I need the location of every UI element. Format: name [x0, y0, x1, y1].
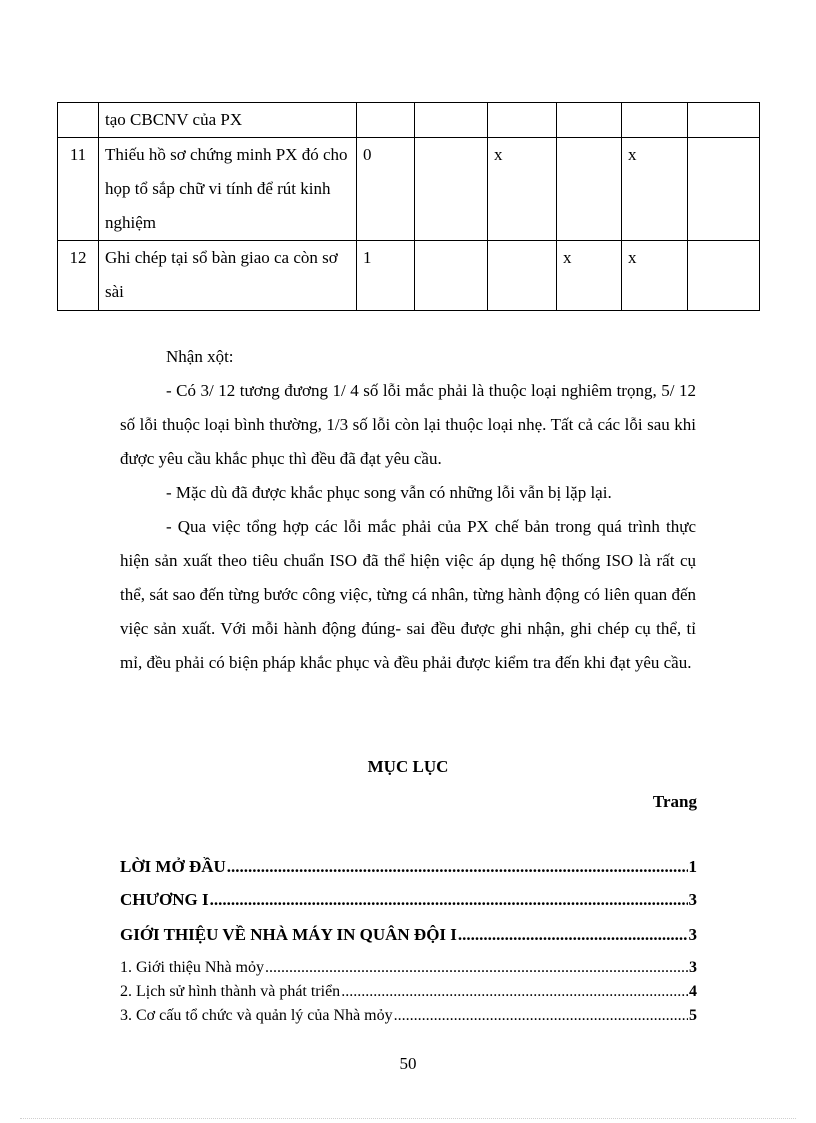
table-cell: x — [488, 138, 557, 241]
remark-paragraph: - Qua việc tổng hợp các lỗi mắc phải của PX chế bản trong quá trình thực hiện sản xuất theo tiêu chuẩn ISO đã thể hiện việc áp dụng hệ thống ISO là rất cụ thể, sát sao đến từng bước công việc, từng cá nhân, từng hành động có liên quan đến việc sản xuất. Với mỗi hành động đúng- sai đều được ghi nhận, ghi chép cụ thể, tỉ mỉ, đều phải có biện pháp khắc phục và đều phải được kiểm tra đến khi đạt yêu cầu. — [120, 517, 696, 672]
row-number — [58, 103, 99, 138]
toc-title: MỤC LỤC — [367, 757, 449, 776]
toc-leader — [394, 1007, 688, 1025]
table-cell: 1 — [357, 241, 415, 311]
toc-page-header: Trang — [652, 792, 697, 811]
remark-paragraph: - Mặc dù đã được khắc phục song vẫn có những lỗi vẫn bị lặp lại. — [166, 483, 612, 502]
toc-entry-label: GIỚI THIỆU VỀ NHÀ MÁY IN QUÂN ĐỘI I — [120, 925, 457, 944]
remarks-heading: Nhận xột: — [166, 347, 234, 366]
toc-entry[interactable] — [120, 983, 697, 1001]
toc-entry-page: 1 — [688, 857, 697, 876]
toc-entry-page: 3 — [688, 925, 697, 944]
page-number: 50 — [399, 1054, 417, 1073]
row-number: 12 — [58, 241, 99, 311]
toc-entry-label: CHƯƠNG I — [120, 890, 209, 909]
table-cell: 0 — [357, 138, 415, 241]
table-cell — [688, 103, 760, 138]
toc-leader — [458, 925, 688, 945]
table-row — [58, 241, 760, 311]
table-cell — [415, 138, 488, 241]
table-cell — [557, 103, 622, 138]
table-cell — [488, 103, 557, 138]
error-description: tạo CBCNV của PX — [99, 103, 357, 138]
toc-leader — [210, 890, 688, 910]
toc-entry[interactable] — [120, 890, 697, 910]
remark-paragraph: - Có 3/ 12 tương đương 1/ 4 số lỗi mắc phải là thuộc loại nghiêm trọng, 5/ 12 số lỗi thuộc loại bình thường, 1/3 số lỗi còn lại thuộc loại nhẹ. Tất cả các lỗi sau khi được yêu cầu khắc phục thì đều đã đạt yêu cầu. — [120, 381, 696, 468]
table-cell — [688, 138, 760, 241]
toc-entry-label: 3. Cơ cấu tổ chức và quản lý của Nhà mỏy — [120, 1007, 393, 1024]
toc-entry-page: 5 — [689, 1007, 697, 1024]
table-cell — [622, 103, 688, 138]
table-row — [58, 103, 760, 138]
toc-leader — [265, 959, 688, 977]
toc-entry[interactable] — [120, 959, 697, 977]
table-cell — [557, 138, 622, 241]
toc-entry[interactable] — [120, 857, 697, 877]
toc-entry-label: 1. Giới thiệu Nhà mỏy — [120, 959, 264, 976]
error-table — [57, 102, 760, 311]
table-cell — [688, 241, 760, 311]
toc-entry-label: LỜI MỞ ĐẦU — [120, 857, 226, 876]
table-row — [58, 138, 760, 241]
table-cell — [415, 103, 488, 138]
toc-entry-page: 3 — [689, 959, 697, 976]
toc-entry[interactable] — [120, 925, 697, 945]
error-description: Thiếu hồ sơ chứng minh PX đó cho họp tổ sắp chữ vi tính để rút kinh nghiệm — [99, 138, 357, 241]
toc-entry[interactable] — [120, 1007, 697, 1025]
toc-entry-page: 3 — [688, 890, 697, 909]
table-cell: x — [622, 138, 688, 241]
table-cell: x — [622, 241, 688, 311]
table-cell: x — [557, 241, 622, 311]
table-cell — [357, 103, 415, 138]
toc-leader — [341, 983, 688, 1001]
toc-leader — [227, 857, 688, 877]
page-bottom-divider — [20, 1118, 796, 1119]
row-number: 11 — [58, 138, 99, 241]
table-cell — [488, 241, 557, 311]
error-description: Ghi chép tại sổ bàn giao ca còn sơ sài — [99, 241, 357, 311]
toc-entry-label: 2. Lịch sử hình thành và phát triển — [120, 983, 341, 1000]
remarks-section — [120, 340, 696, 680]
toc-entry-page: 4 — [689, 983, 697, 1000]
table-cell — [415, 241, 488, 311]
